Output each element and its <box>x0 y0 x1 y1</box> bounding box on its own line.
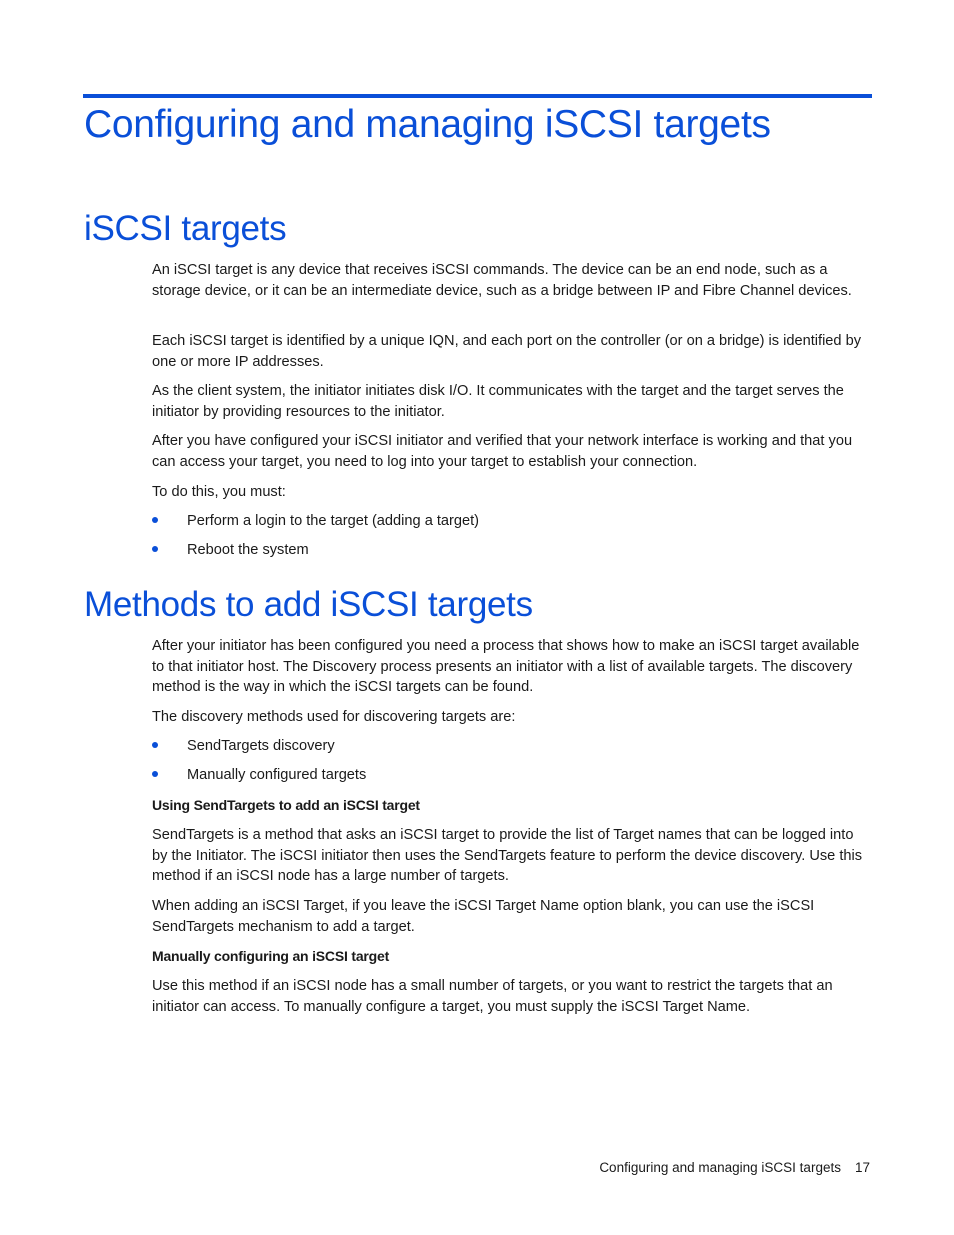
paragraph: Each iSCSI target is identified by a unique IQN, and each port on the controller (or on a bridge) is identified by one or more IP addresses. <box>152 333 862 370</box>
paragraph: An iSCSI target is any device that receives iSCSI commands. The device can be an end node, such as a storage device, or it can be an intermediate device, such as a bridge between IP and Fibre Channel devices. <box>152 262 852 299</box>
section-title-iscsi-targets: iSCSI targets <box>84 209 287 248</box>
paragraph: After you have configured your iSCSI initiator and verified that your network interface is working and that you can access your target, you need to log into your target to establish your connection. <box>152 433 853 470</box>
page-number: 17 <box>854 1160 870 1175</box>
bullet-icon <box>152 771 158 777</box>
subheading-sendtargets: Using SendTargets to add an iSCSI target <box>152 797 420 813</box>
list-item-text: SendTargets discovery <box>187 738 335 754</box>
list-item-text: Manually configured targets <box>187 767 367 783</box>
paragraph: Use this method if an iSCSI node has a small number of targets, or you want to restrict the targets that an initiator can access. To manually configure a target, you must supply the iSCSI Target Name. <box>152 978 833 1015</box>
list-item-text: Perform a login to the target (adding a target) <box>187 513 480 529</box>
bullet-icon <box>152 517 158 523</box>
page-footer <box>599 1158 870 1178</box>
paragraph: After your initiator has been configured you need a process that shows how to make an iSCSI target available to that initiator host. The Discovery process presents an initiator with a list of available targets. The discovery method is the way in which the iSCSI targets can be found. <box>152 638 860 695</box>
bullet-icon <box>152 742 158 748</box>
paragraph: To do this, you must: <box>152 484 286 500</box>
subheading-manual: Manually configuring an iSCSI target <box>152 948 390 964</box>
chapter-title: Configuring and managing iSCSI targets <box>84 103 771 146</box>
paragraph: When adding an iSCSI Target, if you leave the iSCSI Target Name option blank, you can use the iSCSI SendTargets mechanism to add a target. <box>152 898 815 935</box>
paragraph: As the client system, the initiator initiates disk I/O. It communicates with the target and the target serves the initiator by providing resources to the initiator. <box>152 383 844 420</box>
paragraph: SendTargets is a method that asks an iSCSI target to provide the list of Target names that can be logged into by the Initiator. The iSCSI initiator then uses the SendTargets feature to perform the device discovery. Use this method if an iSCSI node has a large number of targets. <box>152 827 863 884</box>
list-item-text: Reboot the system <box>187 542 309 558</box>
section-title-methods: Methods to add iSCSI targets <box>84 585 533 624</box>
running-title: Configuring and managing iSCSI targets <box>599 1160 841 1175</box>
paragraph: The discovery methods used for discovering targets are: <box>152 709 516 725</box>
bullet-icon <box>152 546 158 552</box>
chapter-rule <box>83 94 872 98</box>
